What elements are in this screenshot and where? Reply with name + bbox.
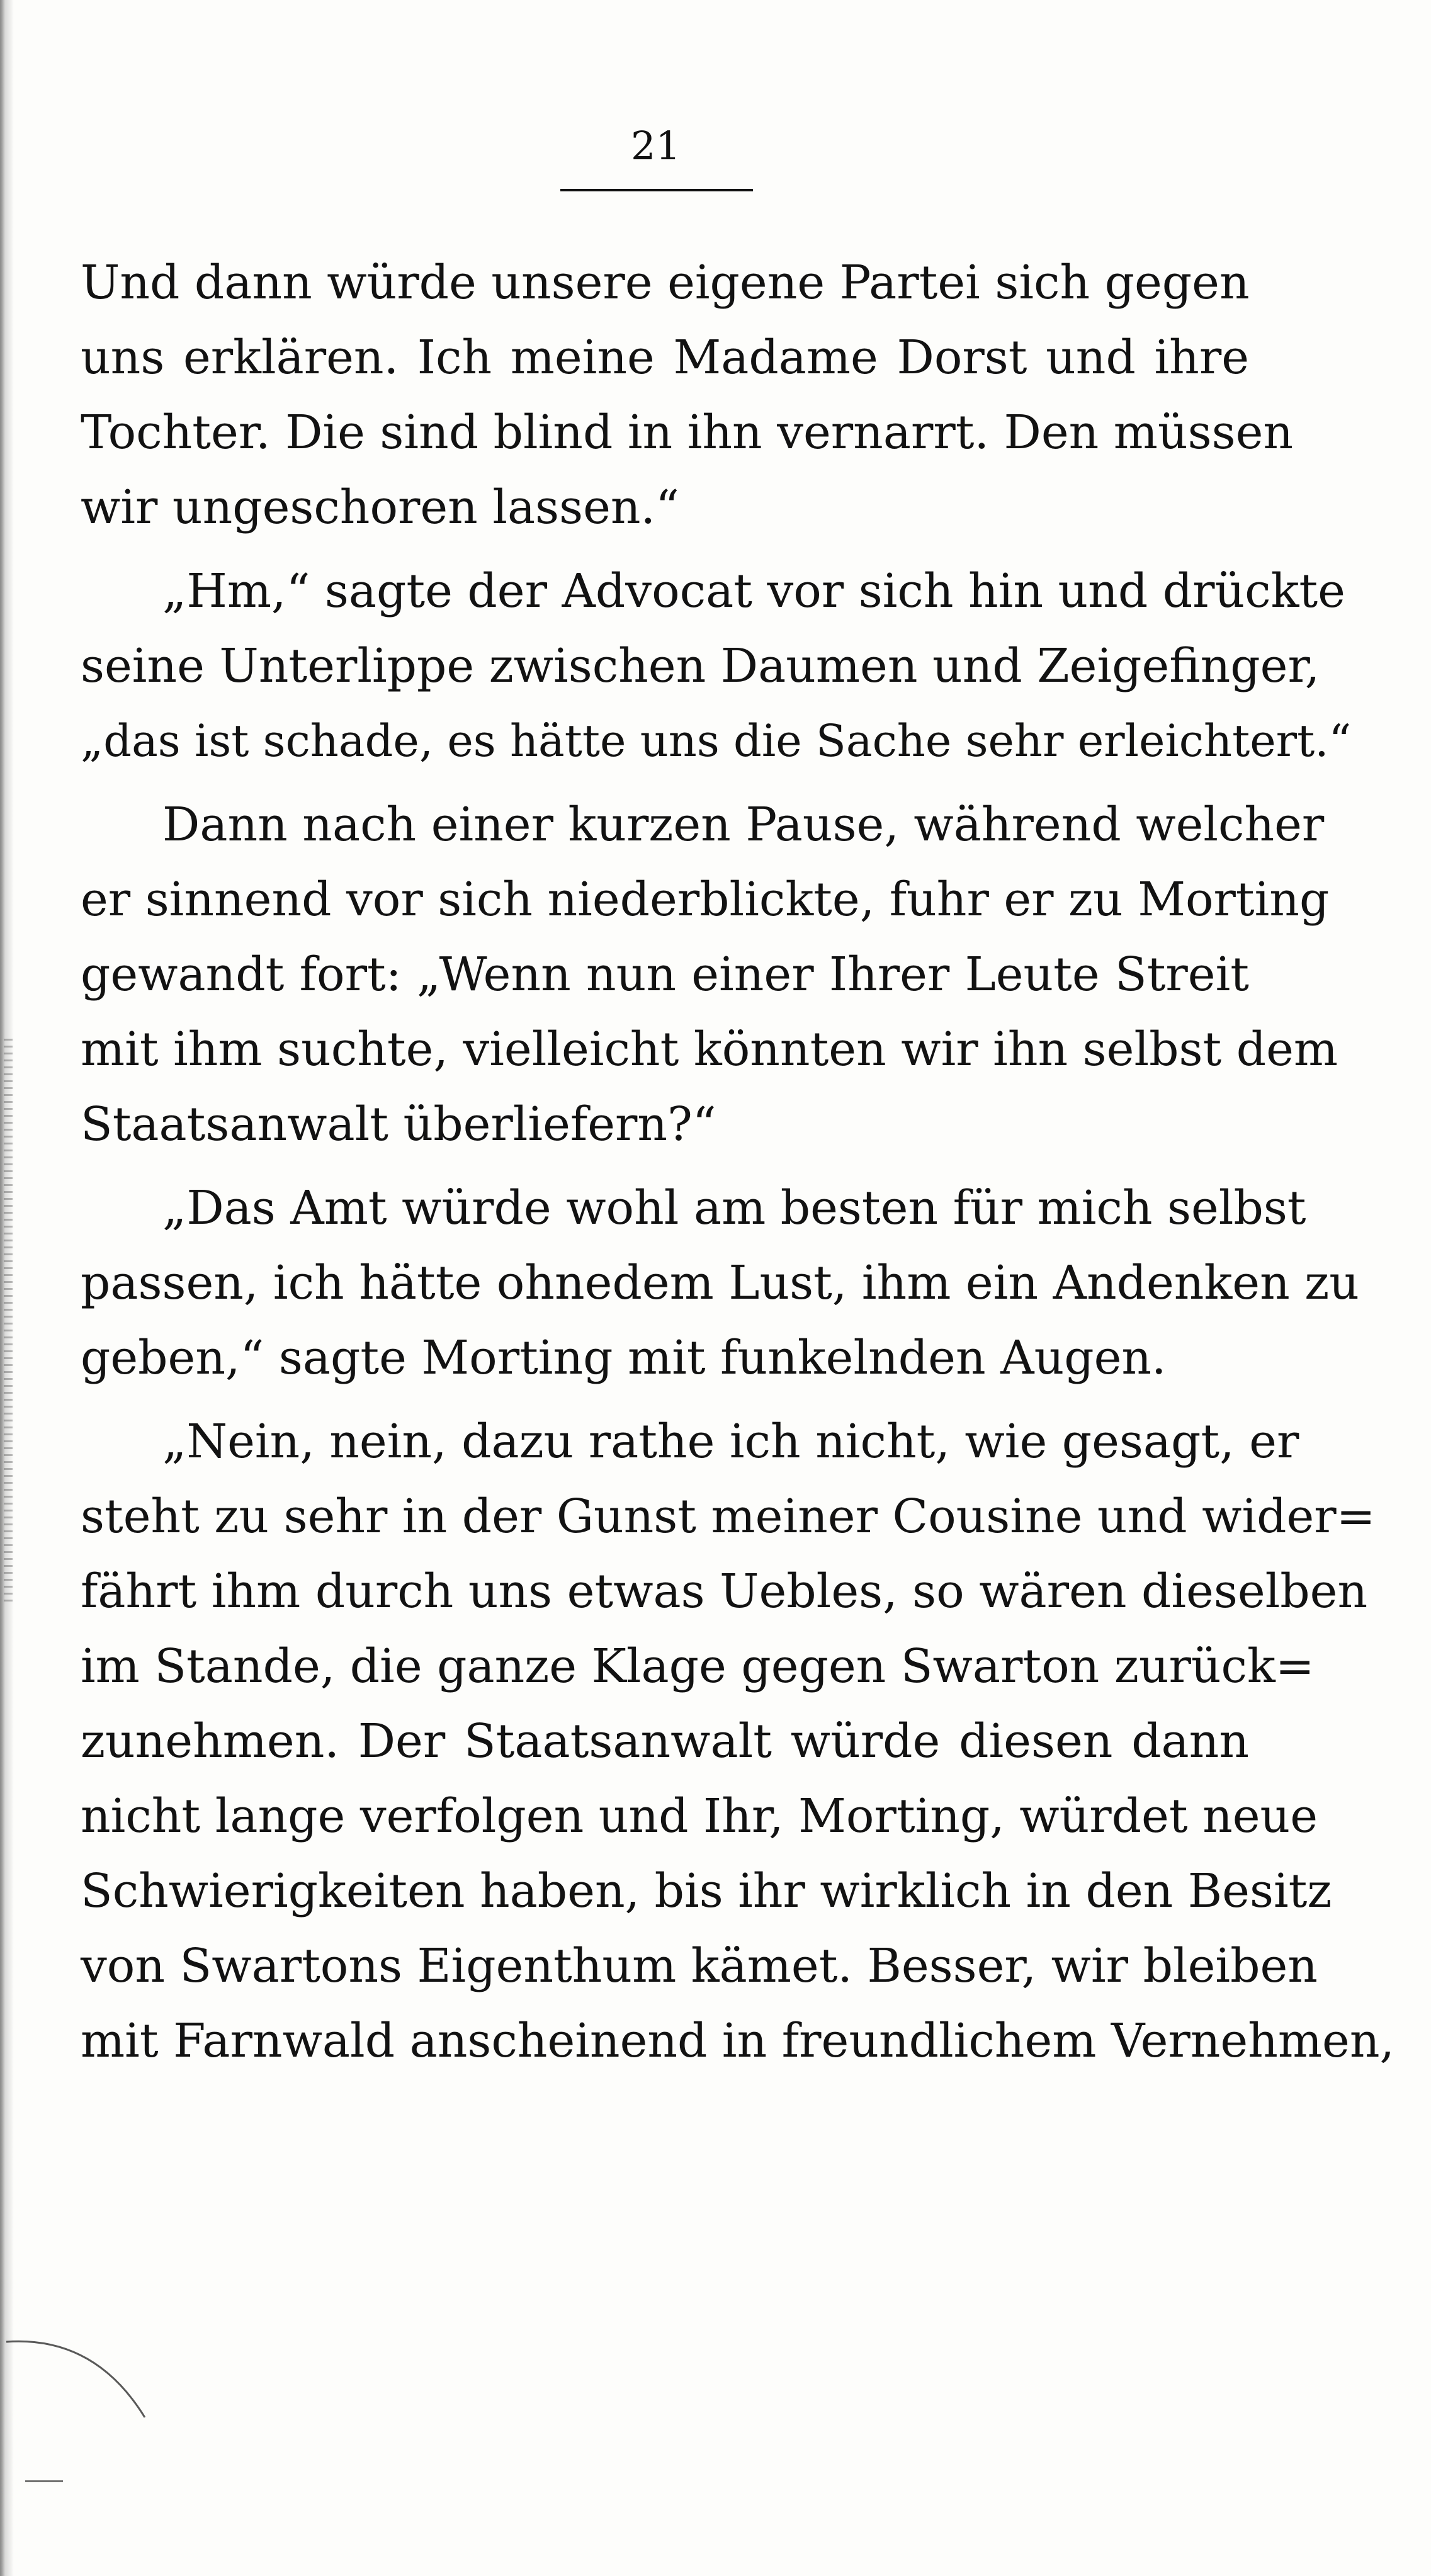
paragraph xyxy=(81,246,1294,545)
text-line: von Swartons Eigenthum kämet. Besser, wir bleiben xyxy=(81,1939,1318,1993)
text-line: „Nein, nein, dazu rathe ich nicht, wie gesagt, er xyxy=(162,1415,1299,1469)
page-corner-mark xyxy=(0,2329,164,2455)
binding-speckle xyxy=(4,1039,13,1605)
text-line: gewandt fort: „Wenn nun einer Ihrer Leute Streit xyxy=(81,947,1249,1002)
text-line: „Das Amt würde wohl am besten für mich selbst xyxy=(162,1181,1306,1235)
text-line: geben,“ sagte Morting mit funkelnden Augen. xyxy=(81,1331,1167,1385)
text-line: er sinnend vor sich niederblickte, fuhr er zu Morting xyxy=(81,873,1330,927)
paragraph xyxy=(81,554,1352,779)
text-line: Und dann würde unsere eigene Partei sich gegen xyxy=(81,256,1250,310)
text-line: „Hm,“ sagte der Advocat vor sich hin und drückte xyxy=(162,564,1345,618)
header-rule xyxy=(560,189,753,191)
text-line: Schwierigkeiten haben, bis ihr wirklich in den Besitz xyxy=(81,1864,1332,1918)
text-line: Dann nach einer kurzen Pause, während welcher xyxy=(162,798,1325,852)
text-line: passen, ich hätte ohnedem Lust, ihm ein Andenken zu xyxy=(81,1256,1359,1310)
paragraph-gap xyxy=(81,545,1249,554)
text-line: uns erklären. Ich meine Madame Dorst und ihre xyxy=(81,330,1249,385)
text-line: wir ungeschoren lassen.“ xyxy=(81,480,679,534)
text-line: mit ihm suchte, vielleicht könnten wir ihn selbst dem xyxy=(81,1022,1338,1076)
text-line: seine Unterlippe zwischen Daumen und Zeigefinger, xyxy=(81,639,1320,693)
text-line: fährt ihm durch uns etwas Uebles, so wären dieselben xyxy=(81,1564,1368,1618)
text-line: Tochter. Die sind blind in ihn vernarrt. Den müssen xyxy=(81,405,1294,460)
page-number: 21 xyxy=(631,123,681,169)
text-line: im Stande, die ganze Klage gegen Swarton zurück= xyxy=(81,1639,1315,1693)
page-corner-tick xyxy=(25,2480,63,2482)
paragraph xyxy=(81,1171,1359,1396)
paragraph xyxy=(81,788,1338,1162)
paragraph-gap xyxy=(81,1162,1249,1171)
paragraph-gap xyxy=(81,1396,1249,1404)
text-line: mit Farnwald anscheinend in freundlichem Vernehmen, xyxy=(81,2014,1394,2068)
text-line: steht zu sehr in der Gunst meiner Cousine und wider= xyxy=(81,1489,1376,1544)
paragraph xyxy=(81,1404,1394,2079)
paragraph-gap xyxy=(81,779,1249,788)
text-line: „das ist schade, es hätte uns die Sache sehr erleichtert.“ xyxy=(81,715,1352,767)
text-line: zunehmen. Der Staatsanwalt würde diesen dann xyxy=(81,1714,1249,1768)
text-line: nicht lange verfolgen und Ihr, Morting, würdet neue xyxy=(81,1789,1318,1843)
text-line: Staatsanwalt überliefern?“ xyxy=(81,1097,716,1151)
body-text xyxy=(81,246,1394,2079)
page-corner-curve xyxy=(6,2341,145,2417)
